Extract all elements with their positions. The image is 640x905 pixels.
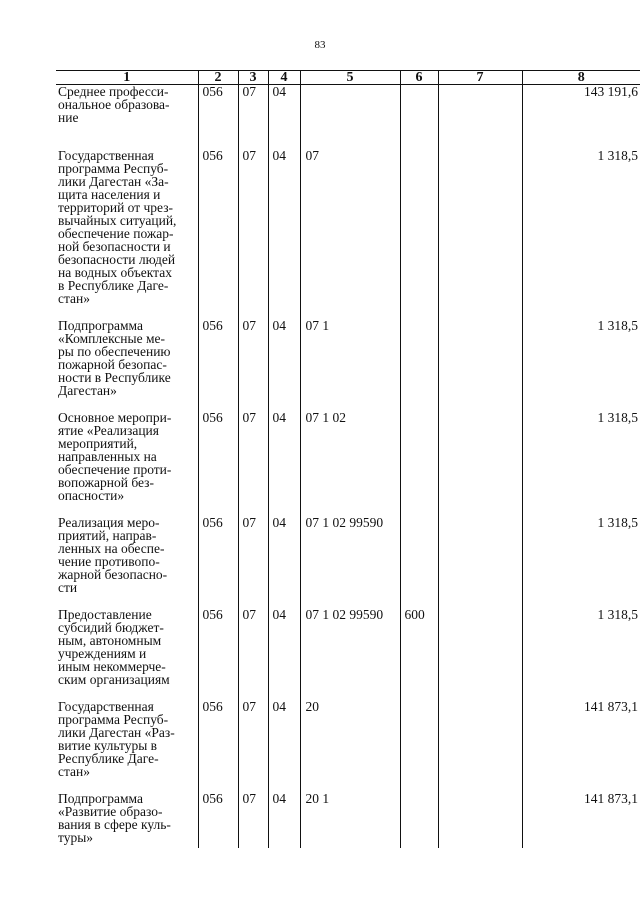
- cell-sum: 1 318,5: [522, 135, 640, 305]
- cell-pr: 04: [268, 502, 300, 594]
- cell-vr: [400, 397, 438, 502]
- col-header-8: 8: [522, 71, 640, 85]
- table-row: [56, 135, 640, 305]
- cell-vr: [400, 85, 438, 135]
- cell-sum: 1 318,5: [522, 502, 640, 594]
- cell-name: Предоставление субсидий бюджет- ным, автономным учреждениям и иным некоммерче- ским организациям: [58, 606, 170, 687]
- cell-name: Реализация меро- приятий, направ- ленных на обеспе- чение противопо- жарной безопасно- сти: [58, 514, 168, 595]
- cell-sum: 141 873,1: [522, 778, 640, 848]
- cell-col7: [438, 594, 522, 686]
- cell-vr: [400, 686, 438, 778]
- cell-pr: 04: [268, 778, 300, 848]
- col-header-2: 2: [198, 71, 238, 85]
- cell-col7: [438, 85, 522, 135]
- cell-rz: 07: [238, 305, 268, 397]
- cell-rz: 07: [238, 502, 268, 594]
- cell-csr: 07 1: [300, 305, 400, 397]
- cell-ved: 056: [198, 686, 238, 778]
- cell-ved: 056: [198, 85, 238, 135]
- header-row: [56, 71, 640, 85]
- cell-rz: 07: [238, 594, 268, 686]
- cell-rz: 07: [238, 778, 268, 848]
- cell-ved: 056: [198, 778, 238, 848]
- cell-col7: [438, 686, 522, 778]
- cell-csr: 20: [300, 686, 400, 778]
- cell-sum: 143 191,6: [522, 85, 640, 135]
- cell-vr: 600: [400, 594, 438, 686]
- cell-name: Подпрограмма «Развитие образо- вания в сфере куль- туры»: [58, 790, 171, 845]
- cell-ved: 056: [198, 502, 238, 594]
- table-row: [56, 305, 640, 397]
- col-header-3: 3: [238, 71, 268, 85]
- cell-vr: [400, 305, 438, 397]
- table-row: [56, 502, 640, 594]
- cell-rz: 07: [238, 686, 268, 778]
- cell-vr: [400, 135, 438, 305]
- cell-ved: 056: [198, 135, 238, 305]
- cell-csr: 07 1 02 99590: [300, 594, 400, 686]
- cell-ved: 056: [198, 594, 238, 686]
- cell-ved: 056: [198, 305, 238, 397]
- table-body: [56, 85, 640, 848]
- col-header-6: 6: [400, 71, 438, 85]
- cell-pr: 04: [268, 85, 300, 135]
- cell-sum: 1 318,5: [522, 397, 640, 502]
- cell-rz: 07: [238, 85, 268, 135]
- cell-rz: 07: [238, 135, 268, 305]
- cell-sum: 141 873,1: [522, 686, 640, 778]
- table-row: [56, 397, 640, 502]
- cell-col7: [438, 135, 522, 305]
- cell-csr: 07: [300, 135, 400, 305]
- table-row: [56, 686, 640, 778]
- cell-vr: [400, 502, 438, 594]
- table-row: [56, 85, 640, 135]
- cell-col7: [438, 397, 522, 502]
- cell-pr: 04: [268, 135, 300, 305]
- cell-csr: 20 1: [300, 778, 400, 848]
- cell-pr: 04: [268, 594, 300, 686]
- cell-rz: 07: [238, 397, 268, 502]
- col-header-1: 1: [56, 71, 198, 85]
- cell-pr: 04: [268, 397, 300, 502]
- cell-col7: [438, 502, 522, 594]
- page-number: 83: [314, 39, 326, 51]
- cell-col7: [438, 305, 522, 397]
- budget-table: [56, 70, 640, 848]
- cell-name: Государственная программа Респуб- лики Дагестан «За- щита населения и территорий от чрез- вычайных ситуаций, обеспечение пожар- ной безопасности и безопасности людей на водных объектах в Республике Даге- стан»: [58, 147, 177, 306]
- col-header-4: 4: [268, 71, 300, 85]
- cell-vr: [400, 778, 438, 848]
- cell-name: Основное меропри- ятие «Реализация мероприятий, направленных на обеспечение проти- вопожарной без- опасности»: [58, 409, 172, 503]
- cell-csr: 07 1 02 99590: [300, 502, 400, 594]
- cell-sum: 1 318,5: [522, 305, 640, 397]
- col-header-7: 7: [438, 71, 522, 85]
- col-header-5: 5: [300, 71, 400, 85]
- table-row: [56, 594, 640, 686]
- cell-name: Государственная программа Респуб- лики Дагестан «Раз- витие культуры в Республике Даге- стан»: [58, 698, 175, 779]
- cell-pr: 04: [268, 305, 300, 397]
- cell-name: Среднее професси- ональное образова- ние: [58, 84, 170, 125]
- table-row: [56, 778, 640, 848]
- cell-ved: 056: [198, 397, 238, 502]
- cell-csr: [300, 85, 400, 135]
- cell-name: Подпрограмма «Комплексные ме- ры по обеспечению пожарной безопас- ности в Республике Дагестан»: [58, 317, 171, 398]
- cell-sum: 1 318,5: [522, 594, 640, 686]
- cell-csr: 07 1 02: [300, 397, 400, 502]
- cell-pr: 04: [268, 686, 300, 778]
- cell-col7: [438, 778, 522, 848]
